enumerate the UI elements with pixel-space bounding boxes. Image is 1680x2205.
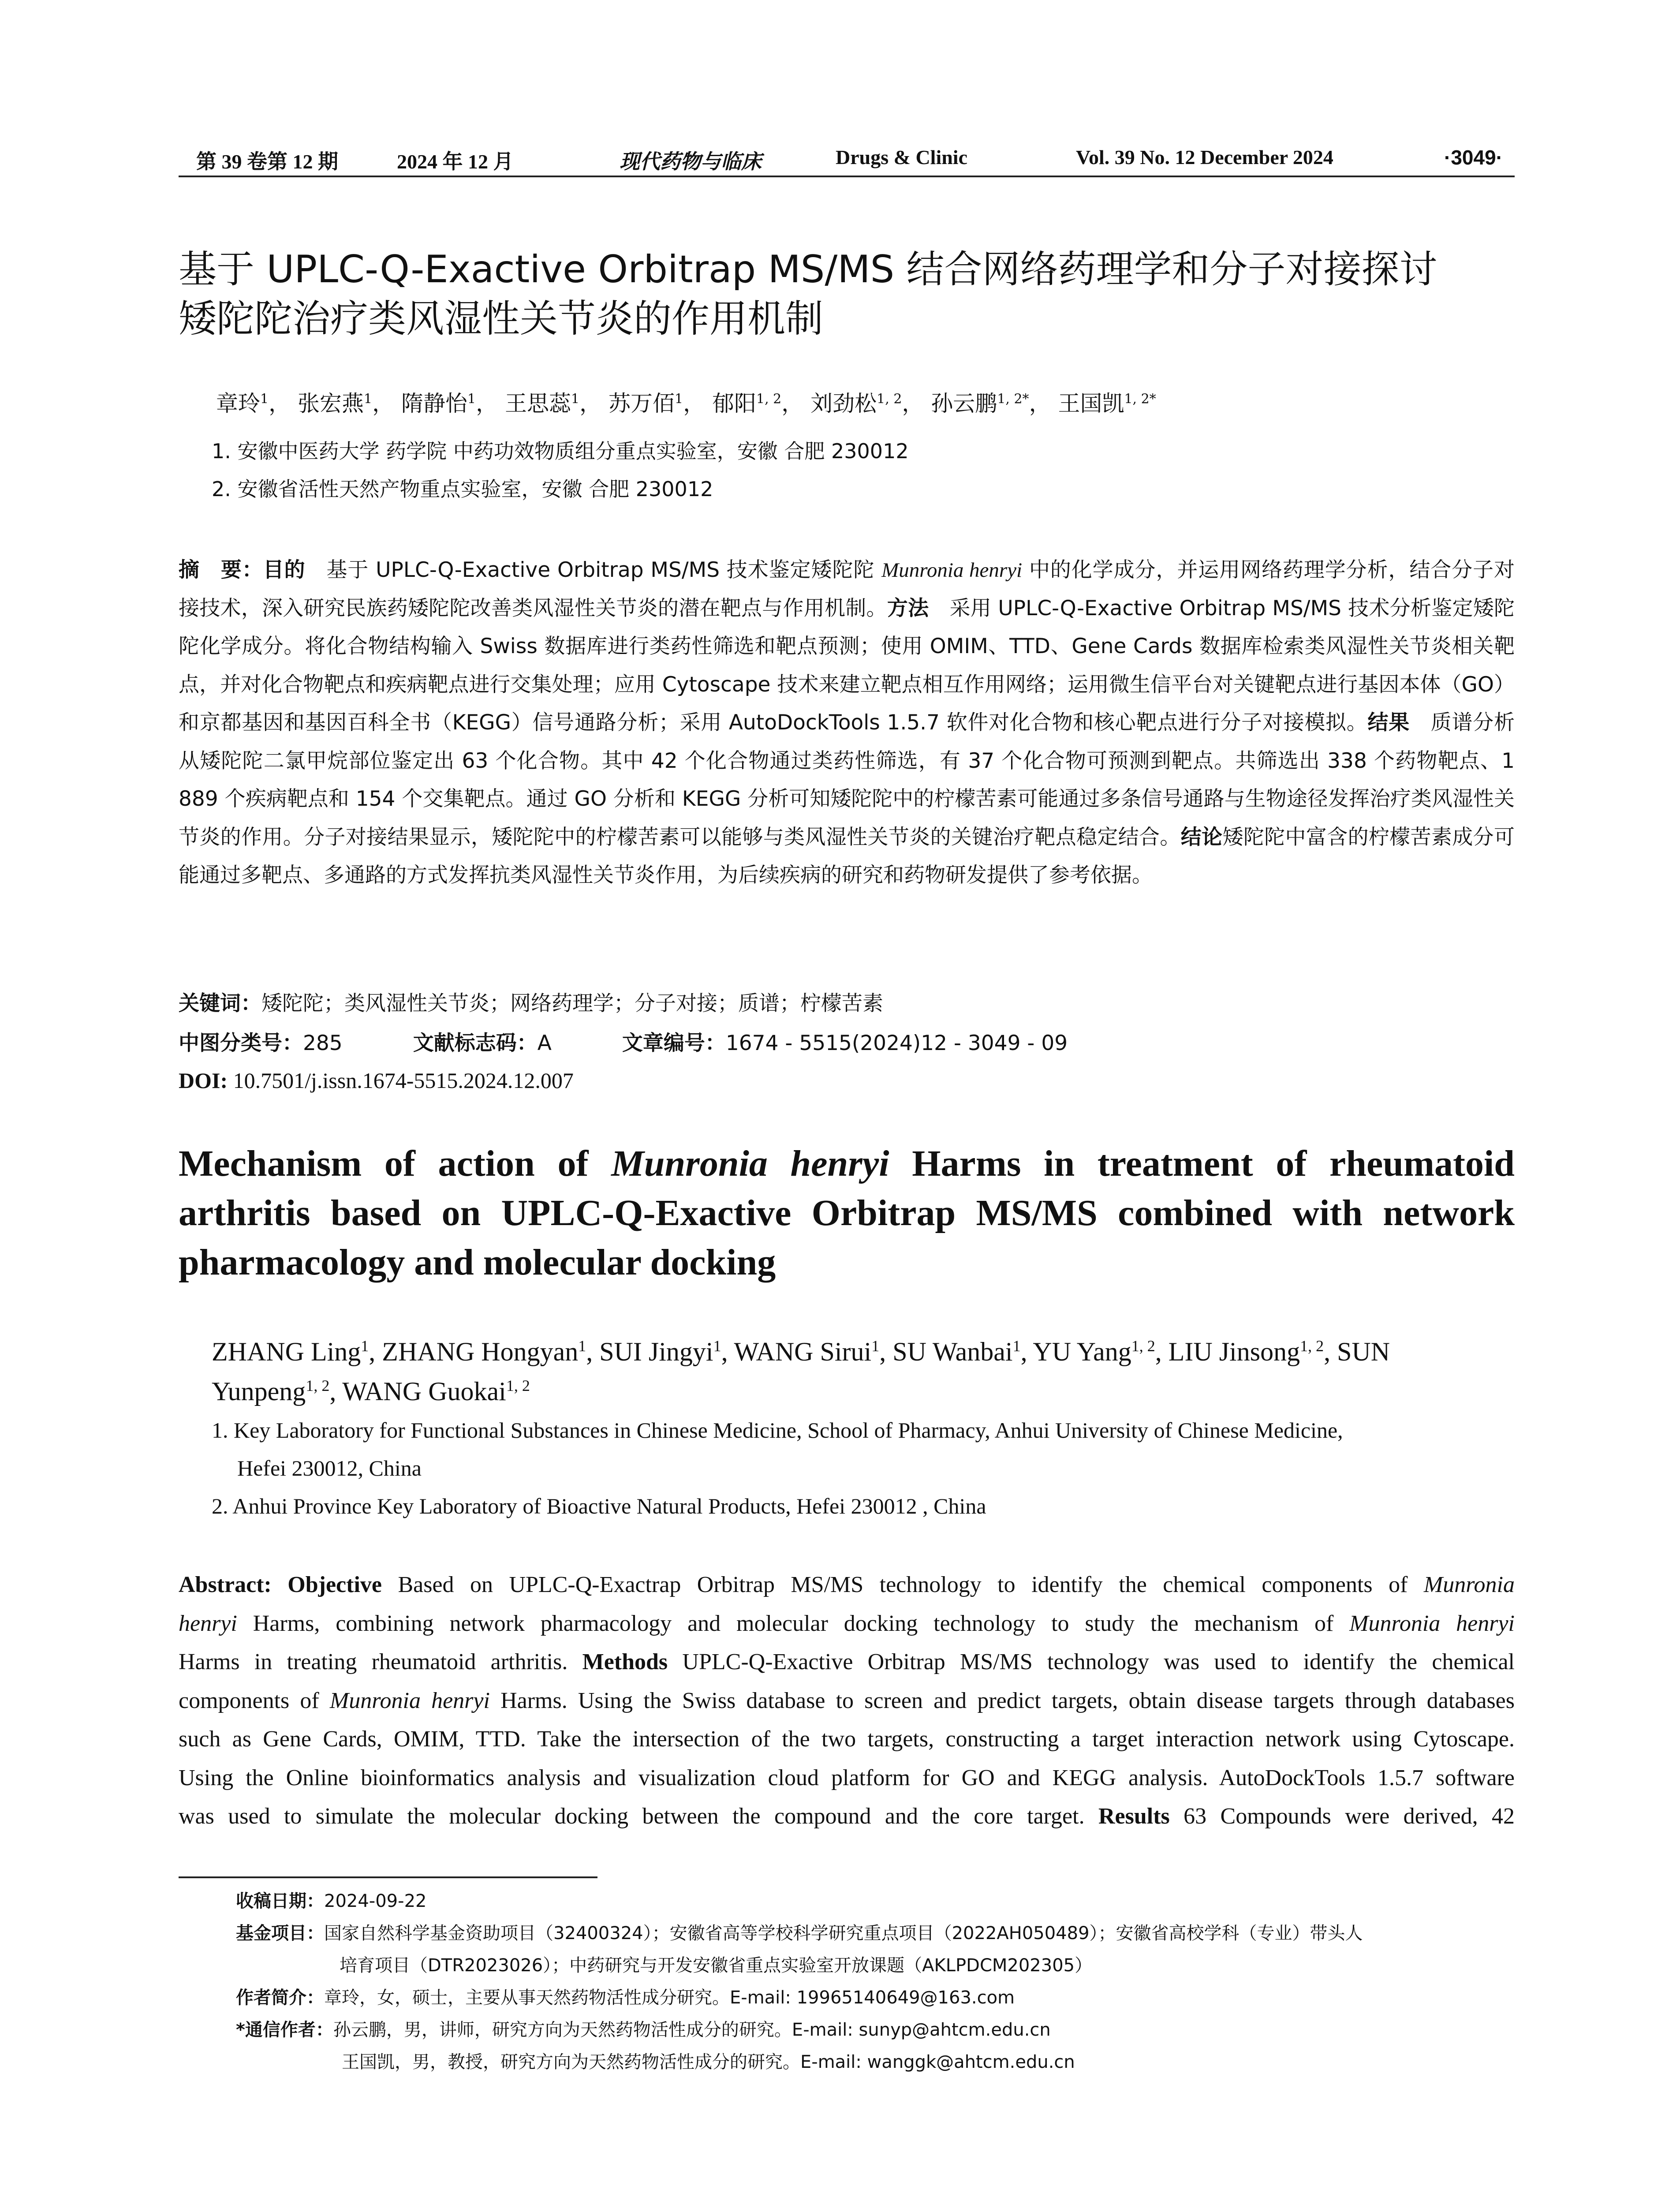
author-affiliation-mark: 1 (364, 391, 373, 407)
en-abstract-text: was used to simulate the molecular docking between the compound and the core target. (179, 1804, 1098, 1829)
author-name: SUN (1337, 1337, 1390, 1366)
corresponding-label: *通信作者： (236, 2020, 333, 2040)
author-bio-row (236, 1982, 1515, 2014)
article-no-value: 1674 - 5515(2024)12 - 3049 - 09 (725, 1031, 1068, 1055)
author-affiliation-mark: 1, 2 (1131, 1337, 1155, 1355)
header-journal-cn: 现代药物与临床 (620, 150, 762, 173)
header-journal-en: Drugs & Clinic (836, 146, 967, 168)
cn-author (1058, 391, 1156, 416)
en-results-label: Results (1098, 1804, 1170, 1829)
en-author (599, 1337, 734, 1366)
author-name: Yunpeng (212, 1377, 306, 1406)
en-author (734, 1337, 893, 1366)
cn-author (298, 391, 372, 416)
en-abstract-line-2 (179, 1604, 1515, 1643)
cn-affiliation-1: 1. 安徽中医药大学 药学院 中药功效物质组分重点实验室，安徽 合肥 230012 (212, 439, 909, 463)
author-separator: , (1155, 1337, 1169, 1366)
en-species-name: henryi (179, 1611, 237, 1636)
en-species-name: Munronia henryi (329, 1688, 490, 1713)
en-abstract (179, 1566, 1515, 1836)
cn-results-text: 质谱分析从矮陀陀二氯甲烷部位鉴定出 63 个化合物。其中 42 个化合物通过类药性筛选，有 37 个化合物可预测到靶点。共筛选出 338 个药物靶点、1 889 个疾病靶点和 154 个交集靶点。通过 GO 分析和 KEGG 分析可知矮陀陀中的柠檬苦素可能通过多条信号通路与生物途径发挥治疗类风湿性关节炎的作用。分子对接结果显示，矮陀陀中的柠檬苦素可以能够与类风湿性关节炎的关键治疗靶点稳定结合。 (179, 710, 1515, 849)
header-volume-issue-cn: 第 39 卷第 12 期 (196, 150, 338, 173)
en-abstract-text: Harms in treating rheumatoid arthritis. (179, 1649, 582, 1674)
en-abstract-text: 63 Compounds were derived, 42 (1169, 1804, 1515, 1829)
en-abstract-line-7 (179, 1797, 1515, 1836)
cn-keywords: 矮陀陀；类风湿性关节炎；网络药理学；分子对接；质谱；柠檬苦素 (261, 991, 883, 1016)
cn-keywords-row (179, 983, 1515, 1025)
received-label: 收稿日期： (236, 1891, 324, 1911)
footnote-divider (179, 1876, 597, 1878)
doc-code-label: 文献标志码： (413, 1031, 538, 1055)
author-affiliation-mark: 1 (571, 391, 580, 407)
cn-methods-text: 采用 UPLC-Q-Exactive Orbitrap MS/MS 技术分析鉴定矮陀陀化学成分。将化合物结构输入 Swiss 数据库进行类药性筛选和靶点预测；使用 OMIM、TTD、Gene Cards 数据库检索类风湿性关节炎相关靶点，并对化合物靶点和疾病靶点进行交集处理；应用 Cytoscape 技术来建立靶点相互作用网络；运用微生信平台对关键靶点进行基因本体（GO）和京都基因和基因百科全书（KEGG）信号通路分析；采用 AutoDockTools 1.5.7 软件对化合物和核心靶点进行分子对接模拟。 (179, 596, 1515, 735)
cn-results-label: 结果 (1367, 710, 1410, 735)
author-separator: , (369, 1337, 382, 1366)
cn-author (216, 391, 269, 416)
doc-code-value: A (537, 1031, 552, 1055)
en-objective-label: Objective (271, 1572, 382, 1597)
author-affiliation-mark: 1 (1012, 1337, 1021, 1355)
corresponding-author-1: 孙云鹏，男，讲师，研究方向为天然药物活性成分的研究。E-mail: sunyp@ahtcm.edu.cn (333, 2020, 1051, 2040)
author-affiliation-mark: 1, 2 (306, 1377, 330, 1394)
en-abstract-label: Abstract: (179, 1572, 272, 1597)
cn-abstract (179, 551, 1515, 895)
cn-article-metadata (179, 983, 1515, 1102)
author-separator: , (329, 1377, 343, 1406)
author-affiliation-mark: 1, 2* (1124, 391, 1156, 407)
author-name: LIU Jinsong (1168, 1337, 1300, 1366)
fund-label: 基金项目： (236, 1923, 324, 1943)
cn-author (931, 391, 1029, 416)
en-species-name: Munronia (1423, 1572, 1515, 1597)
en-abstract-line-6: Using the Online bioinformatics analysis and visualization cloud platform for GO and KEGG analysis. AutoDockTools 1.5.7 software (179, 1765, 1515, 1790)
author-separator: , (721, 1337, 734, 1366)
doi-label: DOI: (179, 1068, 228, 1093)
author-affiliation-mark: 1 (467, 391, 476, 407)
cn-author (712, 391, 781, 416)
en-author (892, 1337, 1033, 1366)
en-author-list (212, 1332, 1517, 1411)
author-name: ZHANG Ling (212, 1337, 361, 1366)
en-abstract-text: components of (179, 1688, 330, 1713)
en-abstract-text: Harms. Using the Swiss database to screen and predict targets, obtain disease targets through databases (489, 1688, 1515, 1713)
cn-author (505, 391, 579, 416)
en-title-line-3: pharmacology and molecular docking (179, 1242, 776, 1283)
author-name: SUI Jingyi (599, 1337, 713, 1366)
author-name: 刘劲松 (810, 391, 877, 416)
doi-link[interactable]: 10.7501/j.issn.1674-5515.2024.12.007 (228, 1068, 574, 1093)
corresponding-author-2: 王国凯，男，教授，研究方向为天然药物活性成分的研究。E-mail: wanggk@ahtcm.edu.cn (342, 2052, 1075, 2072)
cn-author (810, 391, 902, 416)
en-author (1169, 1337, 1337, 1366)
cn-affiliations (212, 432, 1517, 508)
corresponding-row-1 (236, 2014, 1515, 2046)
author-affiliation-mark: 1, 2 (506, 1377, 530, 1394)
en-title (179, 1139, 1515, 1287)
en-abstract-line-3 (179, 1643, 1515, 1682)
author-affiliation-mark: 1, 2 (877, 391, 902, 407)
cn-objective-text-cont: 中的化学成分，并运用网络药理学分析，结合分子对接技术，深入研究民族药矮陀陀改善类风湿性关节炎的潜在靶点与作用机制。 (179, 558, 1515, 620)
en-abstract-text: Harms, combining network pharmacology and molecular docking technology to study the mechanism of (237, 1611, 1350, 1636)
footnotes (236, 1885, 1515, 2078)
en-authors-line-2 (212, 1372, 1517, 1411)
en-author (382, 1337, 599, 1366)
author-affiliation-mark: 1, 2 (756, 391, 782, 407)
clc-value: 285 (303, 1031, 343, 1055)
running-header (179, 140, 1515, 177)
corresponding-row-2 (236, 2046, 1515, 2078)
author-name: 王思蕊 (505, 391, 571, 416)
author-separator: , (586, 1337, 600, 1366)
en-abstract-line-5: such as Gene Cards, OMIM, TTD. Take the intersection of the two targets, constructing a target interaction network using Cytoscape. (179, 1727, 1515, 1752)
cn-classification-row (179, 1022, 1515, 1065)
author-affiliation-mark: 1 (675, 391, 683, 407)
en-affiliation-2: 2. Anhui Province Key Laboratory of Bioactive Natural Products, Hefei 230012 , China (212, 1494, 986, 1518)
author-name: WANG Sirui (734, 1337, 872, 1366)
author-name: SU Wanbai (892, 1337, 1013, 1366)
author-name: 张宏燕 (298, 391, 364, 416)
author-separator: , (879, 1337, 893, 1366)
header-date-cn: 2024 年 12 月 (397, 150, 514, 173)
author-separator: , (1324, 1337, 1337, 1366)
author-affiliation-mark: 1, 2 (1300, 1337, 1324, 1355)
fund-row-cont (236, 1950, 1515, 1982)
author-affiliation-mark: 1 (578, 1337, 586, 1355)
author-affiliation-mark: 1 (361, 1337, 369, 1355)
en-author (1337, 1337, 1390, 1366)
en-title-line-2: arthritis based on UPLC-Q-Exactive Orbitrap MS/MS combined with network (179, 1192, 1515, 1233)
cn-conclusion-text: 矮陀陀中富含的柠檬苦素成分可能通过多靶点、多通路的方式发挥抗类风湿性关节炎作用，为后续疾病的研究和药物研发提供了参考依据。 (179, 825, 1515, 887)
fund-text: 国家自然科学基金资助项目（32400324）；安徽省高等学校科学研究重点项目（2022AH050489）；安徽省高校学科（专业）带头人 (324, 1923, 1363, 1943)
author-name: 郁阳 (712, 391, 756, 416)
en-title-species: Munronia henryi (611, 1143, 889, 1184)
en-abstract-line-1 (179, 1566, 1515, 1604)
received-date-row (236, 1885, 1515, 1917)
author-name: 苏万佰 (609, 391, 675, 416)
en-authors-line-1 (212, 1332, 1517, 1372)
clc-label: 中图分类号： (179, 1031, 303, 1055)
en-affiliation-1 (212, 1411, 1517, 1487)
author-name: WANG Guokai (342, 1377, 506, 1406)
author-name: 章玲 (216, 391, 260, 416)
en-title-line-1 (179, 1139, 1515, 1188)
en-abstract-line-4 (179, 1682, 1515, 1720)
author-affiliation-mark: 1 (260, 391, 269, 407)
cn-conclusion-label: 结论 (1180, 825, 1223, 849)
cn-species-name: Munronia henryi (881, 559, 1023, 582)
cn-author (609, 391, 683, 416)
en-author (212, 1377, 342, 1406)
en-methods-label: Methods (582, 1649, 668, 1674)
en-affiliation-1-line-2: Hefei 230012, China (237, 1456, 422, 1480)
author-name: YU Yang (1033, 1337, 1131, 1366)
cn-methods-label: 方法 (887, 596, 929, 620)
cn-objective-label: 目的 (263, 558, 306, 582)
en-title-text: Mechanism of action of (179, 1143, 612, 1184)
en-author (1033, 1337, 1168, 1366)
en-species-name: Munronia henryi (1349, 1611, 1515, 1636)
cn-abstract-label: 摘 要： (179, 558, 263, 582)
fund-text-cont: 培育项目（DTR2023026）；中药研究与开发安徽省重点实验室开放课题（AKLPDCM202305） (340, 1955, 1093, 1976)
cn-objective-text: 基于 UPLC-Q-Exactive Orbitrap MS/MS 技术鉴定矮陀陀 (326, 558, 882, 582)
author-name: 王国凯 (1058, 391, 1124, 416)
cn-keywords-label: 关键词： (179, 991, 261, 1016)
author-separator: , (1020, 1337, 1033, 1366)
cn-affiliation-2: 2. 安徽省活性天然产物重点实验室，安徽 合肥 230012 (212, 477, 713, 501)
en-author (212, 1337, 382, 1366)
received-date: 2024-09-22 (324, 1891, 427, 1911)
en-abstract-text: UPLC-Q-Exactive Orbitrap MS/MS technology was used to identify the chemical (668, 1649, 1515, 1674)
author-bio-label: 作者简介： (236, 1988, 324, 2008)
author-affiliation-mark: 1, 2* (997, 391, 1029, 407)
cn-title-line-2: 矮陀陀治疗类风湿性关节炎的作用机制 (179, 297, 823, 341)
en-title-text: Harms in treatment of rheumatoid (889, 1143, 1515, 1184)
cn-author-list: 章玲$^1$， 张宏燕$^1$， 隋静怡$^1$， 王思蕊$^1$， 苏万佰$^1$， 郁阳$^{1, 2}$， 刘劲松$^{1, 2}$， 孙云鹏$^{1, 2*}$， 王国凯$^{1, 2*}$ (216, 391, 1156, 416)
article-no-label: 文章编号： (622, 1031, 726, 1055)
author-name: 孙云鹏 (931, 391, 997, 416)
en-affiliations (212, 1411, 1517, 1525)
header-page-number: ·3049· (1444, 146, 1503, 169)
author-affiliation-mark: 1 (713, 1337, 721, 1355)
en-affiliation-1-line-1: 1. Key Laboratory for Functional Substances in Chinese Medicine, School of Pharmacy, Anhui University of Chinese Medicine, (212, 1418, 1343, 1443)
en-abstract-text: Based on UPLC-Q-Exactrap Orbitrap MS/MS technology to identify the chemical components of (381, 1572, 1424, 1597)
cn-title (179, 245, 1519, 344)
en-author (342, 1377, 530, 1406)
cn-title-line-1: 基于 UPLC-Q-Exactive Orbitrap MS/MS 结合网络药理学和分子对接探讨 (179, 247, 1437, 292)
author-bio: 章玲，女，硕士，主要从事天然药物活性成分研究。E-mail: 19965140649@163.com (324, 1988, 1015, 2008)
author-affiliation-mark: 1 (871, 1337, 880, 1355)
author-name: ZHANG Hongyan (382, 1337, 579, 1366)
cn-author (401, 391, 476, 416)
header-volume-issue-en: Vol. 39 No. 12 December 2024 (1076, 146, 1333, 168)
doi-row (179, 1059, 1515, 1102)
fund-row (236, 1917, 1515, 1950)
author-name: 隋静怡 (401, 391, 467, 416)
